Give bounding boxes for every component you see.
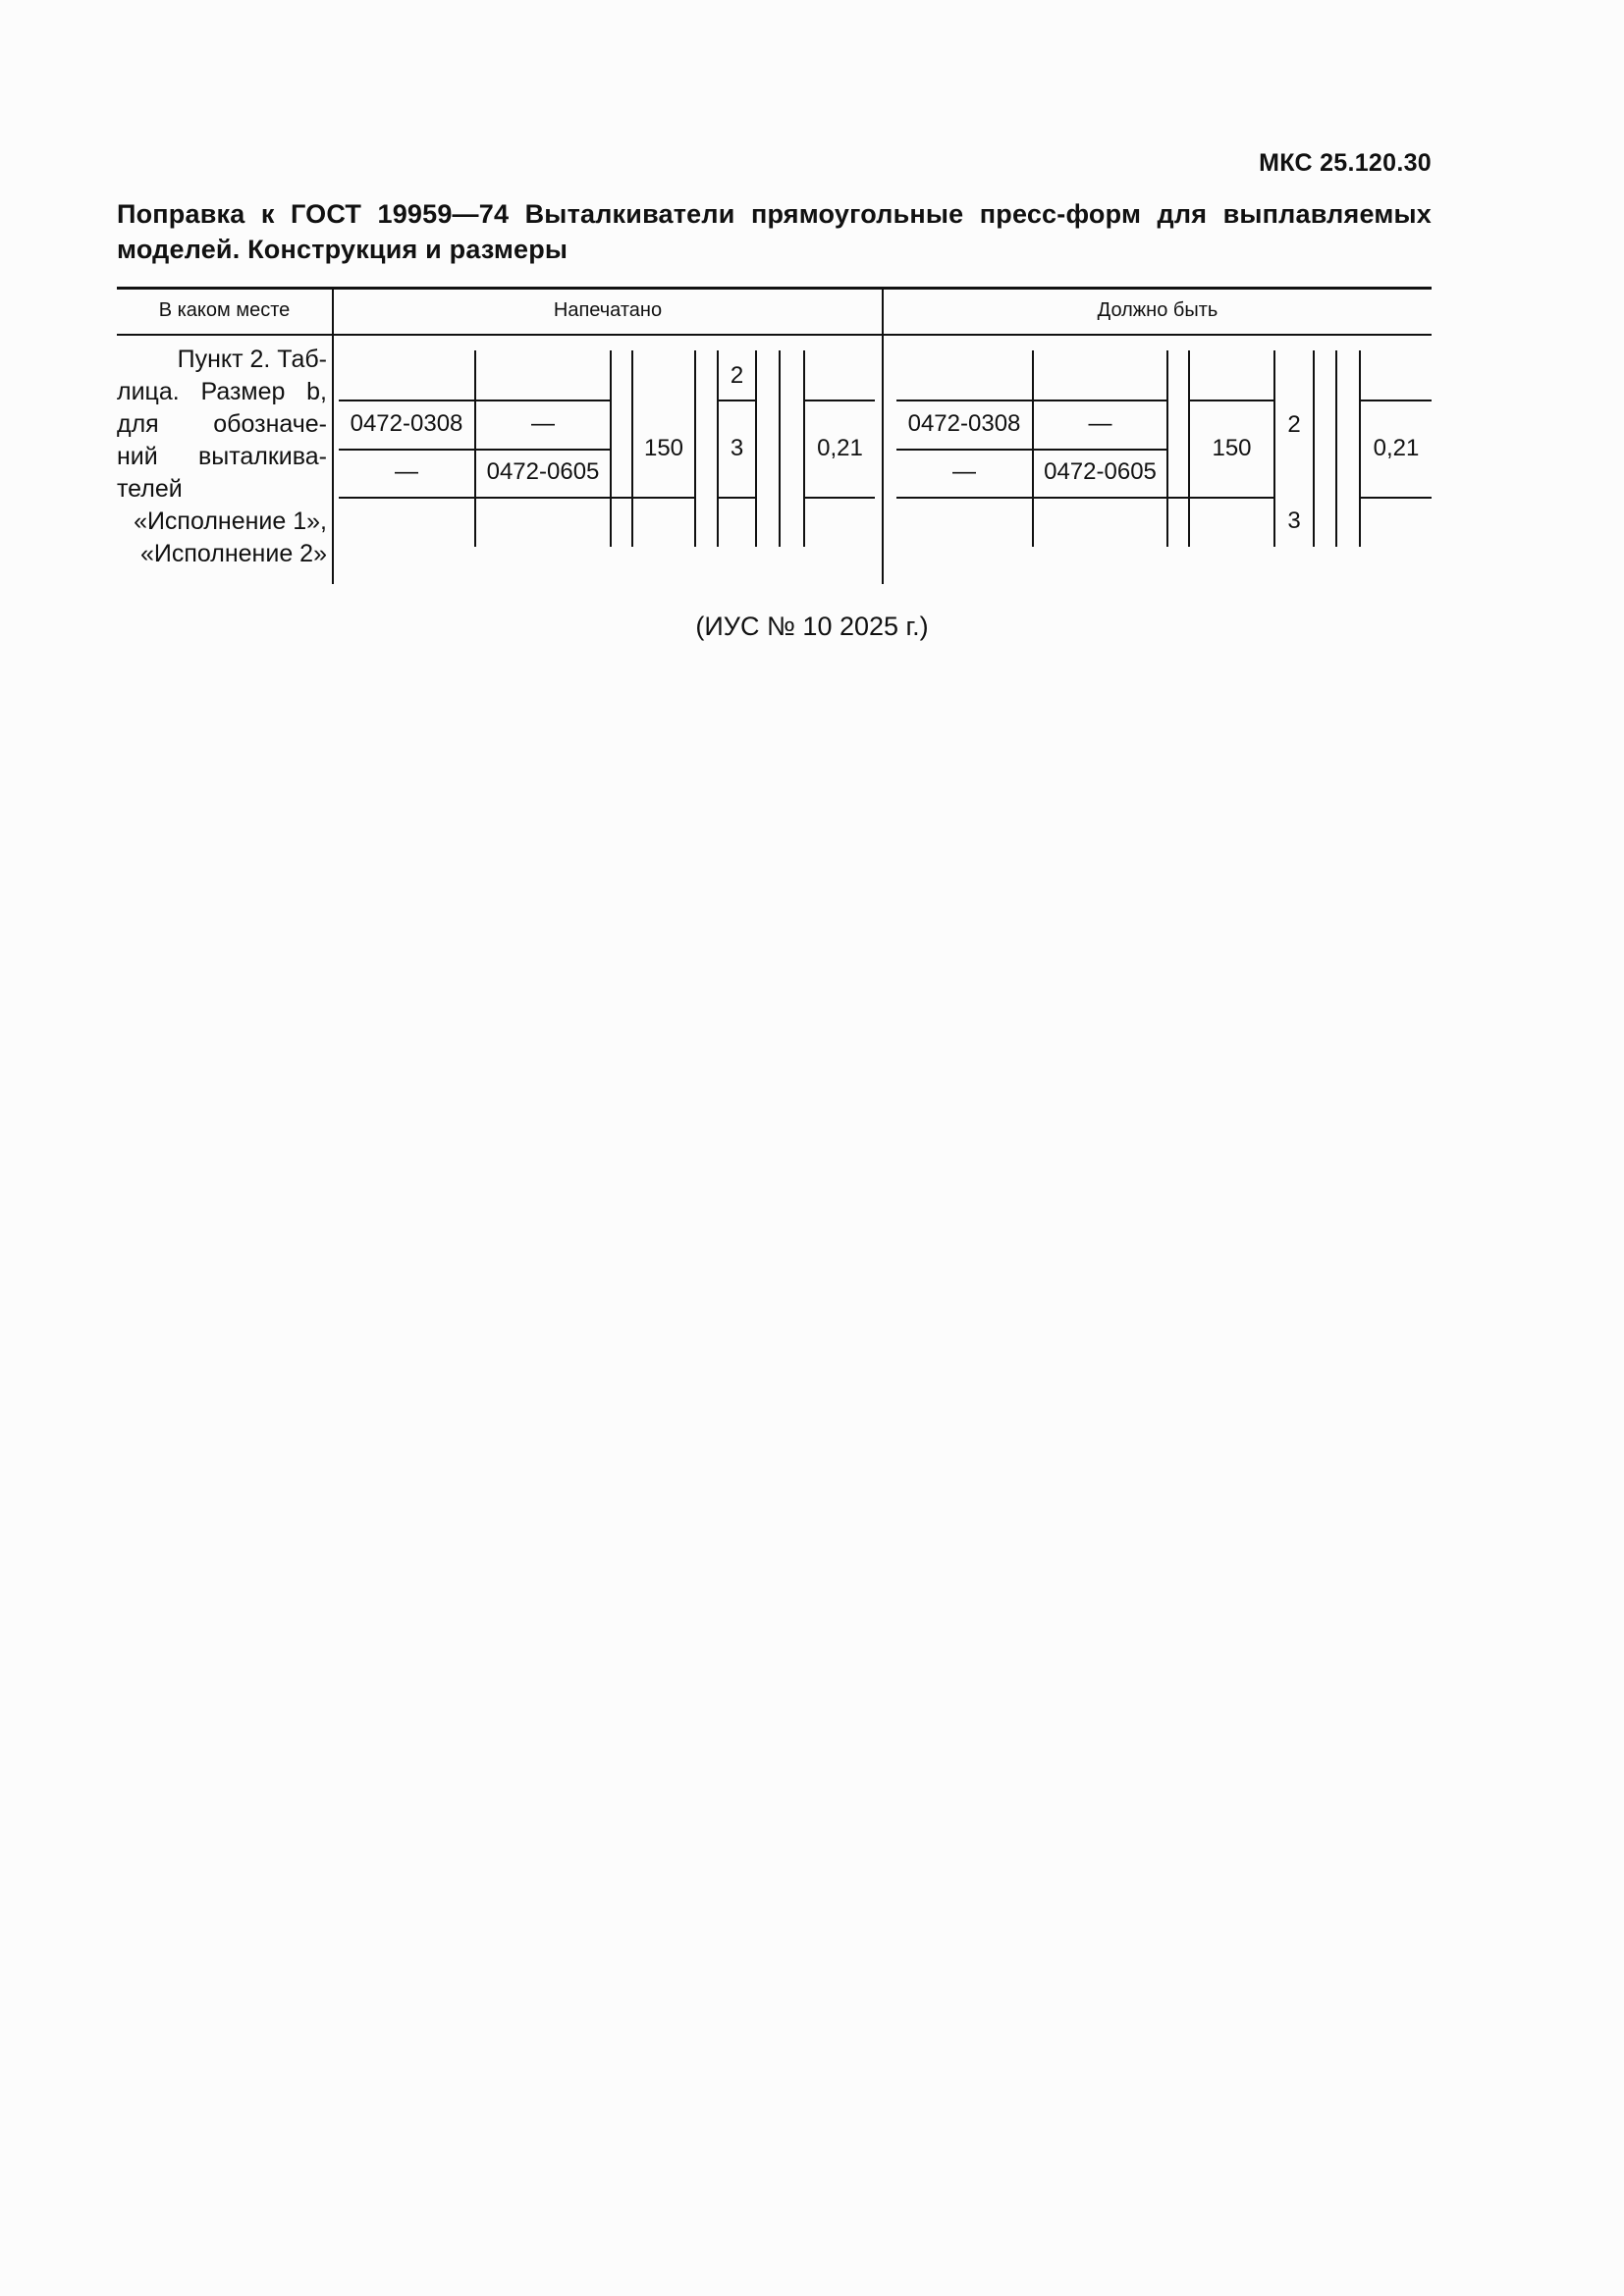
grid-line [1335,350,1337,547]
grid-line [896,497,1190,499]
grid-line [1359,497,1432,499]
location-line: Пункт 2. Таб- [177,346,327,373]
grid-line [694,350,696,547]
correct-b-bottom: 3 [1287,507,1301,534]
grid-line [896,400,1168,401]
printed-l-value: 150 [643,435,684,461]
printed-b-top: 2 [730,362,744,389]
printed-designation-1: 0472-0308 [350,410,463,437]
mks-code: МКС 25.120.30 [1259,149,1432,177]
location-line: для обозначе- [117,410,327,438]
location-text [117,344,327,570]
location-line: ний выталкива- [117,443,327,470]
grid-line [1313,350,1315,547]
table-header-rule [117,334,1432,336]
table-top-rule [117,287,1432,290]
col-header-printed: Напечатано [553,299,663,321]
grid-line [1188,400,1275,401]
printed-designation-2: 0472-0605 [486,458,600,485]
correct-designation-1: — [952,458,976,485]
printed-designation-2: — [531,410,555,437]
grid-line [803,497,875,499]
col-divider-1 [332,287,334,584]
ius-reference: (ИУС № 10 2025 г.) [695,612,929,641]
grid-line [1188,497,1275,499]
grid-line [1359,400,1432,401]
grid-line [717,400,757,401]
document-title: Поправка к ГОСТ 19959—74 Выталкиватели прямоугольные пресс-форм для выплавляемых моделей. Конструкция и размеры [117,199,1432,264]
grid-line [896,449,1168,451]
grid-line [339,497,633,499]
grid-line [717,497,757,499]
printed-designation-1: — [395,458,418,485]
correct-mass: 0,21 [1373,435,1420,461]
grid-line [339,400,612,401]
col-header-correct: Должно быть [1097,299,1218,321]
col-divider-2 [882,287,884,584]
correct-l-value: 150 [1212,435,1252,461]
grid-line [755,350,757,547]
col-header-location: В каком месте [158,299,291,321]
grid-line [631,497,696,499]
correct-designation-2: 0472-0605 [1044,458,1157,485]
grid-line [803,400,875,401]
location-line: телей [117,475,183,503]
printed-b-mid: 3 [730,435,744,461]
grid-line [339,449,612,451]
printed-mass: 0,21 [817,435,863,461]
location-line: «Исполнение 1», [134,507,327,535]
location-line: лица. Размер b, [117,378,327,405]
correct-b-mid: 2 [1287,411,1301,438]
grid-line [779,350,781,547]
correct-designation-1: 0472-0308 [907,410,1021,437]
location-line: «Исполнение 2» [140,540,327,567]
correct-designation-2: — [1088,410,1112,437]
